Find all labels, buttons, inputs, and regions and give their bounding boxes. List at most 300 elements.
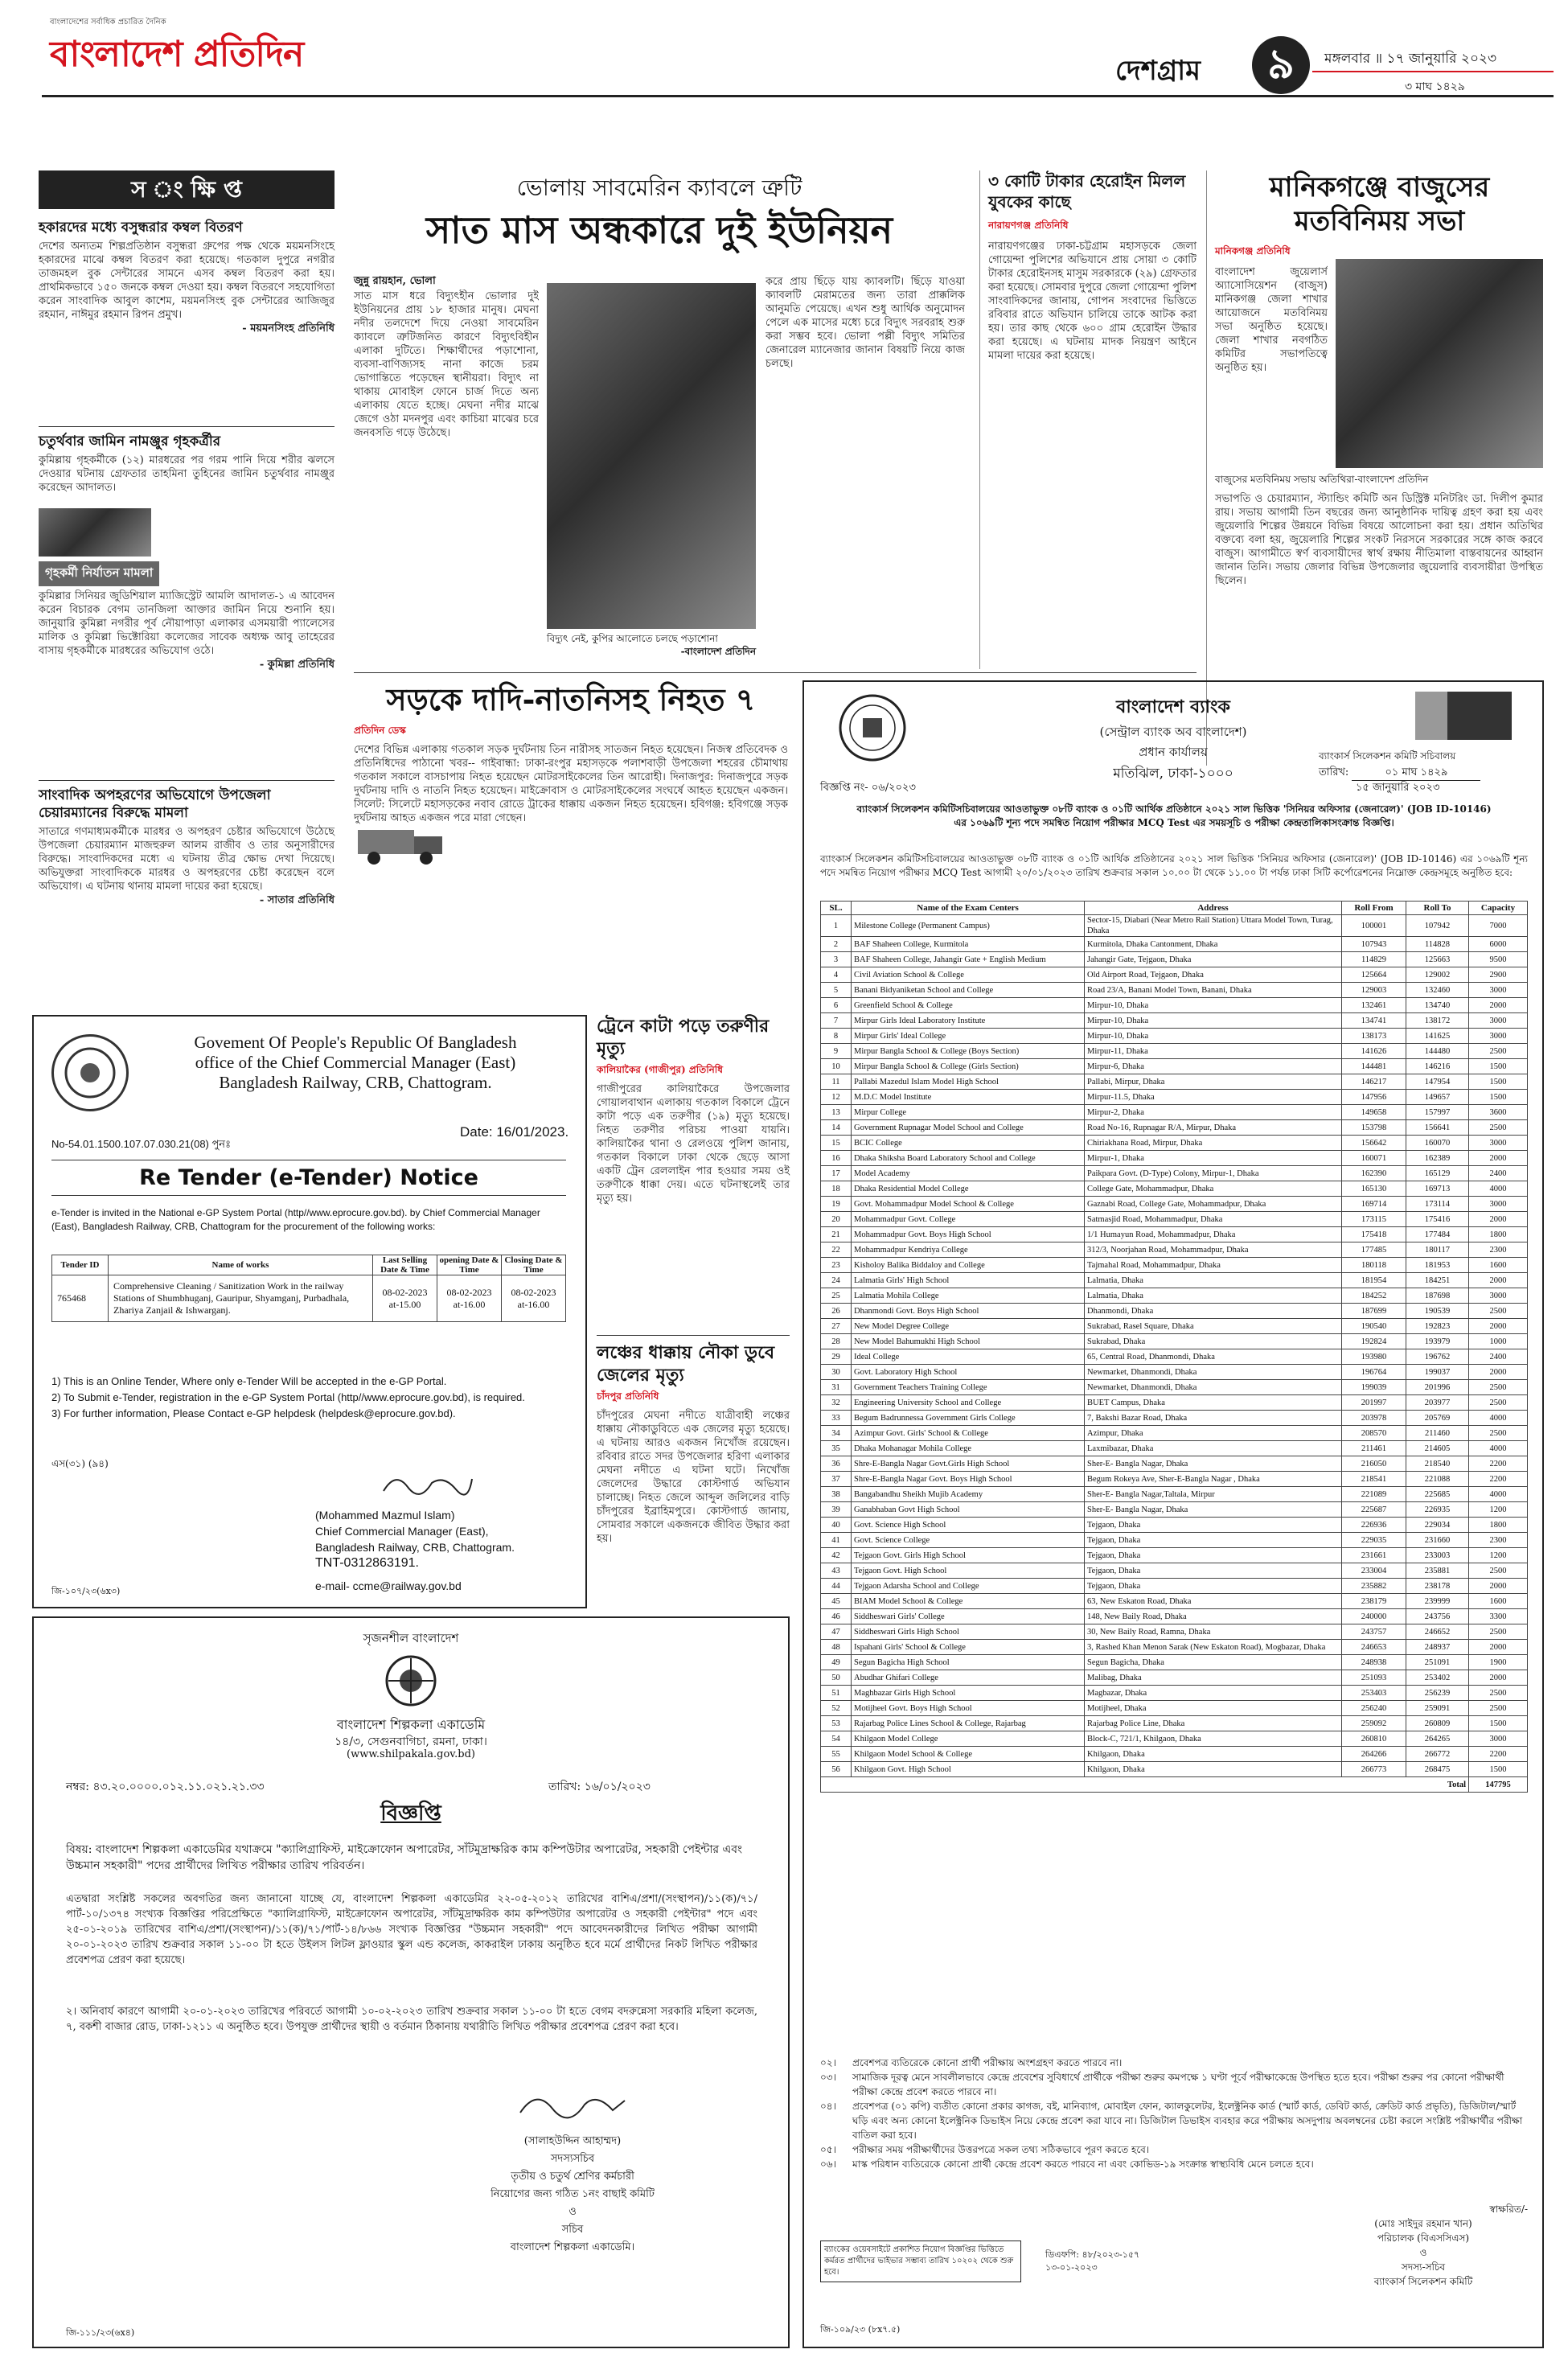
roll-from-cell: 235882 <box>1342 1579 1406 1594</box>
sl-cell: 20 <box>821 1212 852 1227</box>
signature <box>516 2084 629 2125</box>
capacity-cell: 2200 <box>1469 1456 1528 1472</box>
table-row <box>821 1609 1528 1624</box>
divider <box>39 426 335 427</box>
date-divider <box>1312 71 1554 72</box>
roll-from-cell: 256240 <box>1342 1701 1406 1716</box>
sl-cell: 8 <box>821 1029 852 1044</box>
boat-body: চাঁদপুরের মেঘনা নদীতে যাত্রীবাহী লঞ্চের ধাক্কায় নৌকাডুবিতে এক জেলের মৃত্যু হয়েছে। এ ঘটনায় আরও একজন নিখোঁজ রয়েছেন। রবিবার রাতে সদর উপজেলার হরিণা এলাকার মেঘনা নদীতে এ ঘটনা ঘটে। নিখোঁজ জেলেদের উদ্ধারে কোস্টগার্ড অভিযান চালাচ্ছে। নিহত জেলে আব্দুল জলিলের বাড়ি চাঁদপুরের ইব্রাহিমপুরে। কোস্টগার্ড জানায়, সোমবার সকালে একজনকে জীবিত উদ্ধার করা হয়। <box>597 1410 790 1545</box>
table-row <box>821 1624 1528 1640</box>
center-cell: Tejgaon Adarsha School and College <box>852 1579 1085 1594</box>
roll-to-cell: 233003 <box>1406 1548 1469 1563</box>
ad-ref: জি-১০৯/২৩ (৮x৭.৫) <box>820 2324 901 2335</box>
roll-from-cell: 175418 <box>1342 1227 1406 1242</box>
tender-signer <box>315 1507 573 1594</box>
address-cell: Mirpur-11, Dhaka <box>1085 1044 1342 1059</box>
col-sl: SL. <box>821 902 852 915</box>
signer-title: বাংলাদেশ শিল্পকলা একাডেমি। <box>510 2241 635 2253</box>
sl-cell: 41 <box>821 1533 852 1548</box>
note: 2) To Submit e-Tender, registration in the e-GP System Portal (http//www.eprocure.gov.bd), is required. <box>51 1391 525 1403</box>
instruction-item: ০৬। মাস্ক পরিধান ব্যতিরেকে কোনো প্রার্থী কেন্দ্রে প্রবেশ করতে পারবে না এবং কোভিড-১৯ সংক্রান্ত স্বাস্থ্যবিধি মেনে চলতে হবে। <box>820 2158 1314 2170</box>
briefs-header-text: স ং ক্ষি প্ত <box>131 176 242 203</box>
address-cell: Sher-E- Bangla Nagar,Taltala, Mirpur <box>1085 1487 1342 1502</box>
boat-headline: লঞ্চের ধাক্কায় নৌকা ডুবে জেলের মৃত্যু <box>597 1342 775 1386</box>
roll-to-cell: 173114 <box>1406 1197 1469 1212</box>
table-header-row <box>821 902 1528 915</box>
roll-to-cell: 157997 <box>1406 1105 1469 1120</box>
table-row <box>821 915 1528 937</box>
sl-cell: 28 <box>821 1334 852 1349</box>
divider <box>597 1335 790 1336</box>
address-cell: Dhanmondi, Dhaka <box>1085 1304 1342 1319</box>
sl-cell: 25 <box>821 1288 852 1304</box>
capacity-cell: 2500 <box>1469 1395 1528 1411</box>
roll-from-cell: 196764 <box>1342 1365 1406 1380</box>
center-cell: Kisholoy Balika Biddaloy and College <box>852 1258 1085 1273</box>
note: 3) For further information, Please Contact e-GP helpdesk (helpdesk@eprocure.gov.bd). <box>51 1407 456 1419</box>
table-row <box>821 1411 1528 1426</box>
table-row <box>821 1212 1528 1227</box>
tender-table <box>51 1255 566 1322</box>
sl-cell: 17 <box>821 1166 852 1181</box>
date-line-2: ৩ মাঘ ১৪২৯ <box>1405 80 1465 93</box>
roll-to-cell: 144480 <box>1406 1044 1469 1059</box>
brief-byline: - ময়মনসিংহ প্রতিনিধি <box>242 322 335 335</box>
sl-cell: 27 <box>821 1319 852 1334</box>
roll-from-cell: 180118 <box>1342 1258 1406 1273</box>
capacity-cell: 3000 <box>1469 983 1528 998</box>
train-body: গাজীপুরের কালিয়াকৈরে উপজেলার গোয়ালবাথান এলাকায় গতকাল বিকালে ট্রেনে কাটা পড়ে এক তরুণীর (১৯) মৃত্যু হয়েছে। নিহত তরুণীর পরিচয় পাওয়া যায়নি। কালিয়াকৈর থানা ও রেলওয়ে পুলিশ জানায়, গতকাল বিকালে ঢাকা থেকে ছেড়ে আসা একটি ট্রেন রেললাইন পার হওয়ার সময় ওই তরুণীকে ধাক্কা দেয়। এতে ঘটনাস্থলেই তার মৃত্যু হয়। <box>597 1083 790 1205</box>
briefs-header <box>39 170 335 209</box>
table-row <box>821 1136 1528 1151</box>
address-cell: College Gate, Mohammadpur, Dhaka <box>1085 1181 1342 1197</box>
roll-from-cell: 251093 <box>1342 1670 1406 1686</box>
address-cell: Mirpur-6, Dhaka <box>1085 1059 1342 1074</box>
signer-title: Chief Commercial Manager (East), <box>315 1525 489 1538</box>
center-cell: Mirpur College <box>852 1105 1085 1120</box>
address-cell: Mirpur-10, Dhaka <box>1085 1013 1342 1029</box>
roll-from-cell: 162390 <box>1342 1166 1406 1181</box>
sl-cell: 19 <box>821 1197 852 1212</box>
capacity-cell: 1900 <box>1469 1655 1528 1670</box>
table-row <box>821 1487 1528 1502</box>
roll-from-cell: 134741 <box>1342 1013 1406 1029</box>
address-cell: 63, New Eskaton Road, Dhaka <box>1085 1594 1342 1609</box>
roll-to-cell: 264265 <box>1406 1731 1469 1747</box>
center-cell: Begum Badrunnessa Government Girls College <box>852 1411 1085 1426</box>
roll-from-cell: 184252 <box>1342 1288 1406 1304</box>
capacity-cell: 3000 <box>1469 1197 1528 1212</box>
sl-cell: 7 <box>821 1013 852 1029</box>
bhola-byline: জুন্নু রায়হান, ভোলা <box>354 275 436 287</box>
table-row <box>821 1670 1528 1686</box>
center-cell: BAF Shaheen College, Jahangir Gate + English Medium <box>852 952 1085 967</box>
table-row <box>821 1334 1528 1349</box>
roll-from-cell: 125664 <box>1342 967 1406 983</box>
instruction-item: ০২। প্রবেশপত্র ব্যতিরেকে কোনো প্রার্থী পরীক্ষায় অংশগ্রহণ করতে পারবে না। <box>820 2057 1123 2068</box>
address-cell: Gaznabi Road, College Gate, Mohammadpur, Dhaka <box>1085 1197 1342 1212</box>
sl-cell: 2 <box>821 937 852 952</box>
signer-title: ও <box>569 2206 577 2218</box>
tender-title: Re Tender (e-Tender) Notice <box>51 1160 566 1196</box>
total-label: Total <box>821 1777 1469 1793</box>
boat-byline: চাঁদপুর প্রতিনিধি <box>597 1390 659 1402</box>
table-row <box>821 937 1528 952</box>
signature <box>380 1467 476 1499</box>
center-cell: BAF Shaheen College, Kurmitola <box>852 937 1085 952</box>
notice-date: তারিখ: ০১ মাঘ ১৪২৯ ১৫ জানুয়ারি ২০২৩ <box>1319 766 1480 795</box>
shilpakala-ad <box>32 1616 790 2348</box>
roll-to-cell: 147954 <box>1406 1074 1469 1090</box>
capacity-cell: 1500 <box>1469 1074 1528 1090</box>
table-row <box>821 1074 1528 1090</box>
address-cell: Tejgaon, Dhaka <box>1085 1548 1342 1563</box>
roll-from-cell: 187699 <box>1342 1304 1406 1319</box>
sl-cell: 35 <box>821 1441 852 1456</box>
table-row <box>821 1181 1528 1197</box>
col-last-selling: Last Selling Date & Time <box>373 1255 437 1275</box>
signer-title: তৃতীয় ও চতুর্থ শ্রেণির কর্মচারী <box>511 2171 634 2183</box>
heroin-headline: ৩ কোটি টাকার হেরোইন মিলল যুবকের কাছে <box>988 171 1186 212</box>
roll-from-cell: 146217 <box>1342 1074 1406 1090</box>
brief-4 <box>39 787 335 907</box>
roll-to-cell: 226935 <box>1406 1502 1469 1518</box>
sl-cell: 1 <box>821 915 852 937</box>
table-row <box>821 1548 1528 1563</box>
center-cell: Khilgaon Model School & College <box>852 1747 1085 1762</box>
col-roll-from: Roll From <box>1342 902 1406 915</box>
capacity-cell: 2500 <box>1469 1426 1528 1441</box>
capacity-cell: 1500 <box>1469 1090 1528 1105</box>
works-name: Comprehensive Cleaning / Sanitization Work in the railway Stations of Shumbhuganj, Gauripur, Shyamganj, Purbadhala, Zhariya Zanjail & Ishwarganj. <box>109 1275 373 1322</box>
center-cell: Abudhar Ghifari College <box>852 1670 1085 1686</box>
center-cell: Tejgaon Govt. High School <box>852 1563 1085 1579</box>
road-byline: প্রতিদিন ডেস্ক <box>354 725 406 736</box>
table-row <box>821 1579 1528 1594</box>
table-row <box>821 1441 1528 1456</box>
brief-byline: - সাতার প্রতিনিধি <box>259 894 335 906</box>
bank-committee: ব্যাংকার্স সিলেকশন কমিটি সচিবালয় <box>1319 750 1456 762</box>
table-row <box>821 1166 1528 1181</box>
capacity-cell: 1500 <box>1469 1762 1528 1777</box>
signer-title: সদস্য-সচিব <box>1401 2261 1446 2273</box>
sl-cell: 21 <box>821 1227 852 1242</box>
table-row <box>821 998 1528 1013</box>
sl-cell: 29 <box>821 1349 852 1365</box>
address-cell: Newmarket, Dhanmondi, Dhaka <box>1085 1380 1342 1395</box>
roll-from-cell: 231661 <box>1342 1548 1406 1563</box>
sl-cell: 55 <box>821 1747 852 1762</box>
roll-to-cell: 256239 <box>1406 1686 1469 1701</box>
address-cell: Rajarbag Police Line, Dhaka <box>1085 1716 1342 1731</box>
roll-to-cell: 231660 <box>1406 1533 1469 1548</box>
roll-from-cell: 260810 <box>1342 1731 1406 1747</box>
table-row <box>821 1502 1528 1518</box>
capacity-cell: 4000 <box>1469 1411 1528 1426</box>
address-cell: Tejgaon, Dhaka <box>1085 1579 1342 1594</box>
bhola-kicker: ভোলায় সাবমেরিন ক্যাবলে ত্রুটি <box>516 175 802 201</box>
roll-to-cell: 238178 <box>1406 1579 1469 1594</box>
bank-name: বাংলাদেশ ব্যাংক <box>1116 696 1230 717</box>
roll-from-cell: 114829 <box>1342 952 1406 967</box>
address-cell: Khilgaon, Dhaka <box>1085 1747 1342 1762</box>
table-row <box>821 983 1528 998</box>
sl-cell: 15 <box>821 1136 852 1151</box>
sl-cell: 6 <box>821 998 852 1013</box>
table-row <box>821 1686 1528 1701</box>
bank-signer <box>1319 2202 1528 2289</box>
shilpakala-memo: নম্বর: ৪৩.২০.০০০০.০১২.১১.০২১.২১.৩৩ <box>66 1780 265 1793</box>
brief-2 <box>39 433 335 495</box>
center-cell: BIAM Model School & College <box>852 1594 1085 1609</box>
capacity-cell: 4000 <box>1469 1487 1528 1502</box>
capacity-cell: 2400 <box>1469 1166 1528 1181</box>
capacity-cell: 2500 <box>1469 1380 1528 1395</box>
capacity-cell: 2200 <box>1469 1747 1528 1762</box>
capacity-cell: 2500 <box>1469 1304 1528 1319</box>
roll-to-cell: 243756 <box>1406 1609 1469 1624</box>
sl-cell: 4 <box>821 967 852 983</box>
sl-cell: 50 <box>821 1670 852 1686</box>
roll-from-cell: 216050 <box>1342 1456 1406 1472</box>
sl-cell: 51 <box>821 1686 852 1701</box>
address-cell: Block-C, 721/1, Khilgaon, Dhaka <box>1085 1731 1342 1747</box>
address-cell: Magbazar, Dhaka <box>1085 1686 1342 1701</box>
table-row <box>821 1090 1528 1105</box>
capacity-cell: 2500 <box>1469 1563 1528 1579</box>
address-cell: 3, Rashed Khan Menon Sarak (New Eskaton Road), Mogbazar, Dhaka <box>1085 1640 1342 1655</box>
roll-from-cell: 177485 <box>1342 1242 1406 1258</box>
ad-ref: জি-১০৭/২৩(৬x৩) <box>51 1586 121 1596</box>
center-cell: BCIC College <box>852 1136 1085 1151</box>
instruction-item: ০৪। প্রবেশপত্র (০১ কপি) ব্যতীত কোনো প্রকার কাগজ, বই, মানিব্যাগ, মোবাইল ফোন, ক্যালকুলেটর, ইলেক্ট্রনিক কার্ড (স্মার্ট কার্ড, ডেবিট কার্ড, ক্রেডিট কার্ড প্রভৃতি), ডিজিটাল/স্মার্ট ঘড়ি এবং অন্য কোনো ইলেক্ট্রনিক ডিভাইস নিয়ে কেন্দ্রে প্রবেশ করা যাবে না। ডিজিটাল ডিভাইস ব্যবহার করে পরীক্ষায় অসদুপায় অবলম্বনের চেষ্টা করলে সংশ্লিষ্ট পরীক্ষার্থীর পরীক্ষা বাতিল করা হবে। <box>820 2101 1523 2141</box>
railway-logo <box>51 1034 129 1111</box>
tnt: TNT-0312863191. <box>315 1556 419 1570</box>
roll-from-cell: 173115 <box>1342 1212 1406 1227</box>
capacity-cell: 2000 <box>1469 998 1528 1013</box>
masthead <box>10 0 1558 169</box>
signer-name: (মোঃ সাইদুর রহমান খান) <box>1374 2218 1472 2229</box>
table-row <box>821 1227 1528 1242</box>
center-cell: Civil Aviation School & College <box>852 967 1085 983</box>
table-row <box>821 1472 1528 1487</box>
center-cell: Pallabi Mazedul Islam Model High School <box>852 1074 1085 1090</box>
sl-cell: 45 <box>821 1594 852 1609</box>
roll-to-cell: 138172 <box>1406 1013 1469 1029</box>
table-row <box>821 1563 1528 1579</box>
roll-from-cell: 193980 <box>1342 1349 1406 1365</box>
address-cell: Sector-15, Diabari (Near Metro Rail Station) Uttara Model Town, Turag, Dhaka <box>1085 915 1342 937</box>
brief-3 <box>39 561 335 672</box>
bank-place: মতিঝিল, ঢাকা-১০০০ <box>1113 766 1233 782</box>
ad-ref: জি-১১১/২৩(৬x৪) <box>66 2327 135 2338</box>
page-number-badge <box>1252 36 1310 94</box>
signer-name: (Mohammed Mazmul Islam) <box>315 1509 455 1522</box>
col-address: Address <box>1085 902 1342 915</box>
bhola-body: সাত মাস ধরে বিদ্যুৎহীন ভোলার দুই ইউনিয়নের প্রায় ১৮ হাজার মানুষ। মেঘনা নদীর তলদেশে দিয়ে নেওয়া সাবমেরিন ক্যাবলে ত্রুটিজনিত কারণে বিদ্যুৎবিহীন এলাকা দুটিতে। শিক্ষার্থীদের পড়াশোনা, ব্যবসা-বাণিজ্যসহ নানা কাজে চরম ভোগান্তিতে পড়েছেন স্থানীয়রা। বিদ্যুৎ না থাকায় মোবাইল ফোনে চার্জ দিতে অন্য এলাকায় যেতে হচ্ছে। মেঘনা নদীর মাঝে জেগে ওঠা মদনপুর এবং কাচিয়া মাঝের চরে জনবসতি গড়ে উঠেছে। <box>354 290 539 439</box>
table-row <box>821 1044 1528 1059</box>
brief-title: চতুর্থবার জামিন নামঞ্জুর গৃহকর্ত্রীর <box>39 433 221 450</box>
signer-title: পরিচালক (বিএসসিএস) <box>1377 2232 1470 2244</box>
roll-to-cell: 199037 <box>1406 1365 1469 1380</box>
sl-cell: 18 <box>821 1181 852 1197</box>
roll-to-cell: 205769 <box>1406 1411 1469 1426</box>
sl-cell: 49 <box>821 1655 852 1670</box>
masthead-tagline: বাংলাদেশের সর্বাধিক প্রচারিত দৈনিক <box>50 18 166 27</box>
address-cell: Sher-E- Bangla Nagar, Dhaka <box>1085 1502 1342 1518</box>
address-cell: Mirpur-10, Dhaka <box>1085 1029 1342 1044</box>
table-row <box>821 1029 1528 1044</box>
center-cell: Govt. Science College <box>852 1533 1085 1548</box>
roll-from-cell: 248938 <box>1342 1655 1406 1670</box>
roll-to-cell: 239999 <box>1406 1594 1469 1609</box>
roll-from-cell: 246653 <box>1342 1640 1406 1655</box>
address-cell: Road 23/A, Banani Model Town, Banani, Dhaka <box>1085 983 1342 998</box>
center-cell: Mirpur Bangla School & College (Girls Section) <box>852 1059 1085 1074</box>
capacity-cell: 1800 <box>1469 1227 1528 1242</box>
center-cell: Mirpur Girls Ideal Laboratory Institute <box>852 1013 1085 1029</box>
address-cell: Old Airport Road, Tejgaon, Dhaka <box>1085 967 1342 983</box>
roll-from-cell: 129003 <box>1342 983 1406 998</box>
capacity-cell: 4000 <box>1469 1181 1528 1197</box>
sl-cell: 39 <box>821 1502 852 1518</box>
address-cell: Newmarket, Dhanmondi, Dhaka <box>1085 1365 1342 1380</box>
sl-cell: 22 <box>821 1242 852 1258</box>
roll-from-cell: 266773 <box>1342 1762 1406 1777</box>
capacity-cell: 2300 <box>1469 1242 1528 1258</box>
center-cell: Rajarbag Police Lines School & College, Rajarbag <box>852 1716 1085 1731</box>
signer-title: ও <box>1419 2247 1427 2258</box>
roll-to-cell: 125663 <box>1406 952 1469 967</box>
bhola-photo-caption: বিদ্যুৎ নেই, কুপির আলোতে চলছে পড়াশোনা -বাংলাদেশ প্রতিদিন <box>547 633 756 657</box>
roll-from-cell: 253403 <box>1342 1686 1406 1701</box>
capacity-cell: 7000 <box>1469 915 1528 937</box>
center-cell: Bangabandhu Sheikh Mujib Academy <box>852 1487 1085 1502</box>
brief-body: দেশের অন্যতম শিল্পপ্রতিষ্ঠান বসুন্ধরা গ্রুপের পক্ষ থেকে ময়মনসিংহে হকারদের মাঝে কম্বল বিতরণ করা হয়েছে। গতকাল দুপুরে নগরীর তাজমহল বুক সেন্টারের সামনে এসব কম্বল বিতরণ করা হয়। প্রাথমিকভাবে ১৫০ জনকে কম্বল দেওয়া হয়। কম্বল বিতরণে সহযোগিতা করেন সাংবাদিক আবুল কাশেম, ময়মনসিংহ বুক সেন্টারের আজিজুর রহমান, নাঈমুর রহমান রিপন প্রমুখ। <box>39 240 335 321</box>
capacity-cell: 1500 <box>1469 1059 1528 1074</box>
sl-cell: 3 <box>821 952 852 967</box>
address-cell: Pallabi, Mirpur, Dhaka <box>1085 1074 1342 1090</box>
heroin-body: নারায়ণগঞ্জের ঢাকা-চট্টগ্রাম মহাসড়কে জেলা গোয়েন্দা পুলিশের অভিযানে প্রায় সোয়া ৩ কোটি টাকার হেরোইনসহ মাসুম সরকারকে (২৯) গ্রেফতার করা হয়েছে। সোমবার দুপুরে জেলা গোয়েন্দা পুলিশ সাংবাদিকদের জানায়, গোপন সংবাদের ভিত্তিতে রবিবার রাতে অভিযান চালিয়ে তাকে আটক করা হয়। তার কাছ থেকে ৬০০ গ্রাম হেরোইন উদ্ধার করা হয়েছে। এ ঘটনায় মাদক নিয়ন্ত্রণ আইনে মামলা দায়ের করা হয়েছে। <box>988 240 1197 362</box>
roll-from-cell: 208570 <box>1342 1426 1406 1441</box>
email: e-mail- ccme@railway.gov.bd <box>315 1579 462 1592</box>
roll-to-cell: 169713 <box>1406 1181 1469 1197</box>
roll-from-cell: 100001 <box>1342 915 1406 937</box>
manikganj-byline: মানিকগঞ্জ প্রতিনিধি <box>1215 245 1291 257</box>
center-cell: Ganabhaban Govt High School <box>852 1502 1085 1518</box>
table-row <box>821 1059 1528 1074</box>
logo-text: বাংলাদেশ প্রতিদিন <box>50 34 304 75</box>
roll-to-cell: 114828 <box>1406 937 1469 952</box>
address-cell: Tejgaon, Dhaka <box>1085 1533 1342 1548</box>
instruction-item: ০৫। পরীক্ষার সময় পরীক্ষার্থীদের উত্তরপত্রে সকল তথ্য সঠিকভাবে পূরণ করতে হবে। <box>820 2144 1150 2155</box>
capacity-cell: 2000 <box>1469 1212 1528 1227</box>
address-cell: Mirpur-1, Dhaka <box>1085 1151 1342 1166</box>
sl-cell: 47 <box>821 1624 852 1640</box>
center-cell: Mohammadpur Govt. Boys High School <box>852 1227 1085 1242</box>
table-row <box>52 1275 566 1322</box>
tender-date: Date: 16/01/2023. <box>460 1124 569 1140</box>
address-cell: Chiriakhana Road, Mirpur, Dhaka <box>1085 1136 1342 1151</box>
roll-to-cell: 201996 <box>1406 1380 1469 1395</box>
table-row <box>821 1426 1528 1441</box>
roll-to-cell: 221088 <box>1406 1472 1469 1487</box>
dfp-ref: ডিএফপি: ৪৮/২০২৩-১৫৭ <box>1045 2249 1140 2260</box>
brief-body: কুমিল্লায় গৃহকর্মীকে (১২) মারধরের পর গরম পানি দিয়ে শরীর ঝলসে দেওয়ার ঘটনায় গ্রেফতার তাহমিনা তুহিনের জামিন চতুর্থবার নামঞ্জুর করেছেন আদালত। <box>39 454 335 494</box>
capacity-cell: 2000 <box>1469 1273 1528 1288</box>
roll-from-cell: 192824 <box>1342 1334 1406 1349</box>
roll-from-cell: 203978 <box>1342 1411 1406 1426</box>
roll-to-cell: 184251 <box>1406 1273 1469 1288</box>
roll-to-cell: 229034 <box>1406 1518 1469 1533</box>
brief-1 <box>39 219 335 335</box>
roll-to-cell: 266772 <box>1406 1747 1469 1762</box>
sl-cell: 48 <box>821 1640 852 1655</box>
sl-cell: 53 <box>821 1716 852 1731</box>
brief-kicker: গৃহকর্মী নির্যাতন মামলা <box>39 561 159 586</box>
capacity-cell: 2200 <box>1469 1472 1528 1487</box>
capacity-cell: 3000 <box>1469 1013 1528 1029</box>
sl-cell: 52 <box>821 1701 852 1716</box>
address-cell: Lalmatia, Dhaka <box>1085 1288 1342 1304</box>
center-cell: Govt. Mohammadpur Model School & College <box>852 1197 1085 1212</box>
address-cell: Sher-E- Bangla Nagar, Dhaka <box>1085 1456 1342 1472</box>
table-row <box>821 1518 1528 1533</box>
address-cell: Tejgaon, Dhaka <box>1085 1563 1342 1579</box>
center-cell: Model Academy <box>852 1166 1085 1181</box>
table-row <box>821 1380 1528 1395</box>
address-cell: Khilgaon, Dhaka <box>1085 1762 1342 1777</box>
shilpakala-date: তারিখ: ১৬/০১/২০২৩ <box>548 1780 651 1793</box>
center-cell: Maghbazar Girls High School <box>852 1686 1085 1701</box>
address-cell: 312/3, Noorjahan Road, Mohammadpur, Dhaka <box>1085 1242 1342 1258</box>
capacity-cell: 2000 <box>1469 1640 1528 1655</box>
address-cell: Malibag, Dhaka <box>1085 1670 1342 1686</box>
roll-to-cell: 156641 <box>1406 1120 1469 1136</box>
table-row <box>821 1655 1528 1670</box>
exam-table-body <box>821 915 1528 1793</box>
table-row <box>821 1197 1528 1212</box>
capacity-cell: 2000 <box>1469 1319 1528 1334</box>
capacity-cell: 3000 <box>1469 1288 1528 1304</box>
road-headline: সড়কে দাদি-নাতনিসহ নিহত ৭ <box>386 681 756 717</box>
railway-org <box>138 1033 573 1093</box>
shilpakala-title: বিজ্ঞপ্তি <box>380 1801 441 1826</box>
address-cell: Paikpara Govt. (D-Type) Colony, Mirpur-1, Dhaka <box>1085 1166 1342 1181</box>
table-row <box>821 1456 1528 1472</box>
center-cell: M.D.C Model Institute <box>852 1090 1085 1105</box>
capacity-cell: 9500 <box>1469 952 1528 967</box>
address-cell: Tajmahal Road, Mohammadpur, Dhaka <box>1085 1258 1342 1273</box>
roll-to-cell: 190539 <box>1406 1304 1469 1319</box>
center-cell: Shre-E-Bangla Nagar Govt.Girls High School <box>852 1456 1085 1472</box>
roll-to-cell: 181953 <box>1406 1258 1469 1273</box>
address-cell: 65, Central Road, Dhanmondi, Dhaka <box>1085 1349 1342 1365</box>
railway-tender-ad <box>32 1015 587 1608</box>
photo-credit: -বাংলাদেশ প্রতিদিন <box>680 646 756 657</box>
address-cell: Tejgaon, Dhaka <box>1085 1518 1342 1533</box>
road-story <box>354 680 788 1002</box>
shilpakala-web: (www.shilpakala.gov.bd) <box>347 1748 475 1760</box>
tender-notes <box>51 1374 566 1422</box>
sl-cell: 37 <box>821 1472 852 1487</box>
signed-label: স্বাক্ষরিত/- <box>1489 2204 1528 2215</box>
sl-cell: 34 <box>821 1426 852 1441</box>
roll-to-cell: 175416 <box>1406 1212 1469 1227</box>
address-cell: Segun Bagicha, Dhaka <box>1085 1655 1342 1670</box>
center-cell: New Model Bahumukhi High School <box>852 1334 1085 1349</box>
signer-title: ব্যাংকার্স সিলেকশন কমিটি <box>1373 2276 1473 2287</box>
